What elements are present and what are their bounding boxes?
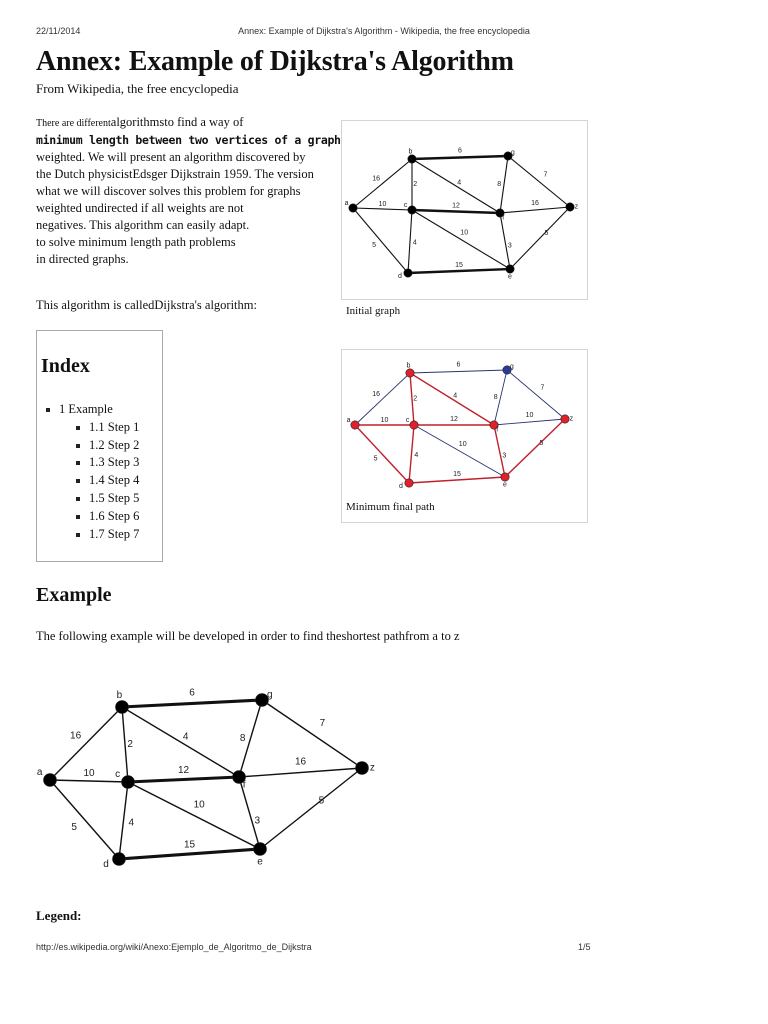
- toc-link[interactable]: 1 Example: [59, 402, 113, 416]
- toc-title: Index: [41, 355, 90, 377]
- node-label-g: g: [267, 689, 273, 701]
- node-a: [44, 774, 57, 787]
- node-label-f: f: [496, 426, 499, 434]
- edge-c-f: [128, 777, 239, 782]
- edge-c-e: [414, 425, 505, 477]
- edge-f-z: [494, 419, 565, 425]
- edge-weight-c-d: 4: [414, 452, 419, 460]
- edge-weight-a-d: 5: [372, 241, 377, 249]
- edge-weight-a-b: 16: [70, 730, 82, 742]
- final-path-image: [342, 350, 587, 522]
- edge-weight-g-f: 8: [497, 181, 502, 189]
- intro-line-1a: There are different: [36, 118, 111, 129]
- node-label-d: d: [398, 272, 402, 280]
- node-label-f: f: [242, 779, 246, 791]
- edge-f-z: [239, 768, 362, 777]
- toc-link[interactable]: 1.3 Step 3: [89, 455, 140, 470]
- intro-line-8: to solve minimum length path problems: [36, 235, 236, 249]
- node-label-d: d: [103, 858, 109, 870]
- intro-line-9: in directed graphs.: [36, 252, 129, 266]
- algorithm-name-line: This algorithm is calledDijkstra's algorithm:: [36, 298, 257, 312]
- final-path-caption: Minimum final path: [346, 501, 435, 513]
- edge-d-e: [119, 849, 260, 859]
- node-label-c: c: [405, 416, 410, 424]
- edge-c-e: [412, 210, 510, 269]
- legend-heading: Legend:: [36, 908, 82, 923]
- node-label-b: b: [116, 689, 123, 701]
- edge-a-d: [355, 425, 409, 483]
- node-label-g: g: [510, 149, 515, 157]
- edge-weight-f-e: 3: [254, 815, 261, 827]
- edge-weight-b-f: 4: [457, 179, 462, 187]
- edge-a-d: [353, 208, 408, 273]
- node-c: [410, 421, 418, 429]
- node-a: [349, 204, 357, 212]
- toc-item-step-6[interactable]: [89, 508, 139, 526]
- edge-d-e: [408, 269, 510, 273]
- intro-line-6: weighted undirected if all weights are not: [36, 201, 244, 215]
- toc-item-step-2[interactable]: [89, 437, 139, 455]
- node-label-z: z: [369, 762, 375, 774]
- node-label-e: e: [508, 273, 512, 281]
- edge-weight-f-z: 16: [294, 756, 307, 768]
- toc-link[interactable]: 1.2 Step 2: [89, 437, 140, 452]
- edge-weight-g-f: 8: [493, 394, 498, 402]
- node-label-e: e: [257, 856, 263, 868]
- section-heading-example: Example: [36, 584, 112, 606]
- node-label-z: z: [569, 415, 574, 423]
- toc-item-step-5[interactable]: [89, 490, 139, 508]
- intro-line-4: the Dutch physicistEdsger Dijkstrain 1959. The version: [36, 167, 314, 181]
- edge-weight-e-z: 5: [539, 439, 544, 447]
- edge-b-g: [410, 370, 507, 373]
- node-label-b: b: [408, 148, 413, 156]
- edge-c-d: [408, 210, 412, 273]
- edge-c-f: [412, 210, 500, 213]
- edge-weight-a-c: 10: [83, 767, 95, 779]
- edge-weight-b-g: 6: [458, 147, 462, 155]
- node-label-a: a: [36, 766, 43, 778]
- node-z: [356, 762, 369, 775]
- node-z: [561, 415, 569, 423]
- edge-weight-a-b: 16: [372, 175, 380, 183]
- edge-g-f: [500, 156, 508, 213]
- example-paragraph: The following example will be developed in order to find theshortest pathfrom a to z: [36, 629, 460, 643]
- edge-weight-d-e: 15: [455, 262, 463, 269]
- node-d: [113, 853, 126, 866]
- edge-weight-a-c: 10: [380, 416, 389, 424]
- intro-line-5: what we will discover solves this problem for graphs: [36, 184, 301, 198]
- edge-a-c: [50, 780, 128, 782]
- edge-weight-b-f: 4: [182, 731, 189, 743]
- toc-item-example[interactable]: [59, 401, 139, 543]
- toc-item-step-3[interactable]: [89, 454, 139, 472]
- intro-line-2: minimum length between two vertices of a graph: [36, 133, 341, 147]
- edge-weight-c-f: 12: [177, 765, 190, 776]
- edge-weight-b-g: 6: [456, 361, 461, 369]
- toc-link[interactable]: 1.6 Step 6: [89, 508, 140, 523]
- node-label-c: c: [115, 768, 121, 780]
- node-d: [404, 269, 412, 277]
- edge-weight-g-z: 7: [540, 384, 545, 392]
- intro-line-1b: algorithmsto find a way of: [110, 115, 244, 129]
- edge-e-z: [505, 419, 565, 477]
- initial-graph-figure[interactable]: [341, 120, 588, 300]
- edge-e-z: [260, 768, 362, 849]
- node-a: [351, 421, 359, 429]
- intro-line-3: weighted. We will present an algorithm discovered by: [36, 150, 306, 164]
- node-label-g: g: [509, 363, 514, 371]
- print-page-title: Annex: Example of Dijkstra's Algorithm - Wikipedia, the free encyclopedia: [238, 26, 530, 36]
- page-subtitle: From Wikipedia, the free encyclopedia: [36, 81, 239, 96]
- edge-weight-c-e: 10: [460, 229, 469, 237]
- node-c: [408, 206, 416, 214]
- edge-weight-a-b: 16: [372, 390, 380, 398]
- edge-weight-g-z: 7: [543, 171, 548, 179]
- final-path-figure[interactable]: [341, 349, 588, 523]
- toc-link[interactable]: 1.1 Step 1: [89, 419, 140, 434]
- initial-graph-caption: Initial graph: [346, 305, 401, 317]
- edge-weight-c-d: 4: [128, 817, 135, 829]
- toc-item-step-4[interactable]: [89, 472, 139, 490]
- edge-weight-e-z: 5: [318, 795, 325, 807]
- edge-g-z: [262, 700, 362, 768]
- node-label-d: d: [399, 482, 403, 490]
- node-label-e: e: [503, 481, 507, 489]
- node-b: [408, 155, 416, 163]
- edge-weight-e-z: 5: [544, 229, 549, 237]
- intro-line-7: negatives. This algorithm can easily adapt.: [36, 218, 250, 232]
- edge-e-z: [507, 207, 570, 269]
- node-z: [566, 203, 574, 211]
- edge-c-d: [409, 425, 414, 483]
- node-label-f: f: [502, 214, 505, 222]
- edge-weight-b-g: 6: [189, 687, 195, 699]
- edge-c-d: [119, 782, 128, 859]
- node-label-c: c: [403, 201, 408, 209]
- node-c: [122, 776, 135, 789]
- edge-weight-c-d: 4: [412, 239, 417, 247]
- edge-weight-f-z: 16: [531, 200, 539, 208]
- edge-weight-b-c: 2: [413, 181, 418, 189]
- edge-weight-a-d: 5: [373, 455, 378, 463]
- page-title: Annex: Example of Dijkstra's Algorithm: [36, 46, 514, 77]
- node-d: [405, 479, 413, 487]
- edge-weight-b-c: 2: [127, 739, 133, 751]
- intro-paragraph: [36, 114, 346, 268]
- edge-weight-c-f: 12: [450, 416, 458, 423]
- node-label-z: z: [574, 203, 579, 211]
- edge-a-d: [50, 780, 119, 859]
- node-label-a: a: [346, 416, 351, 424]
- edge-g-z: [508, 156, 570, 207]
- edge-weight-c-e: 10: [193, 799, 205, 811]
- node-b: [406, 369, 414, 377]
- edge-f-z: [500, 207, 570, 213]
- edge-weight-f-z: 10: [525, 412, 534, 420]
- print-page-number: 1/5: [578, 942, 591, 952]
- edge-weight-g-f: 8: [239, 733, 246, 745]
- node-e: [506, 265, 514, 273]
- edge-weight-a-d: 5: [71, 821, 77, 833]
- node-e: [501, 473, 509, 481]
- edge-b-g: [122, 700, 262, 707]
- toc-link[interactable]: 1.5 Step 5: [89, 490, 140, 505]
- edge-weight-c-e: 10: [458, 441, 467, 449]
- node-e: [254, 843, 267, 856]
- toc-item-step-1[interactable]: [89, 419, 139, 437]
- node-label-b: b: [406, 362, 411, 370]
- edge-weight-d-e: 15: [183, 839, 196, 851]
- example-graph-image: [36, 680, 376, 880]
- table-of-contents: [36, 330, 163, 562]
- edge-weight-c-f: 12: [452, 202, 460, 210]
- edge-weight-a-c: 10: [378, 200, 387, 208]
- initial-graph-image: [342, 121, 587, 299]
- node-label-a: a: [344, 199, 349, 207]
- edge-weight-d-e: 15: [453, 471, 461, 478]
- edge-weight-g-z: 7: [319, 718, 326, 730]
- edge-weight-f-e: 3: [507, 242, 512, 250]
- toc-link[interactable]: 1.4 Step 4: [89, 473, 140, 488]
- print-url: http://es.wikipedia.org/wiki/Anexo:Ejemplo_de_Algoritmo_de_Dijkstra: [36, 942, 312, 952]
- edge-weight-b-f: 4: [453, 392, 458, 400]
- toc-item-step-7[interactable]: [89, 526, 139, 544]
- toc-link[interactable]: 1.7 Step 7: [89, 526, 140, 541]
- node-b: [116, 701, 129, 714]
- edge-weight-b-c: 2: [413, 395, 418, 403]
- edge-weight-f-e: 3: [502, 452, 507, 460]
- print-date: 22/11/2014: [36, 26, 81, 36]
- edge-g-z: [507, 370, 565, 419]
- edge-b-g: [412, 156, 508, 159]
